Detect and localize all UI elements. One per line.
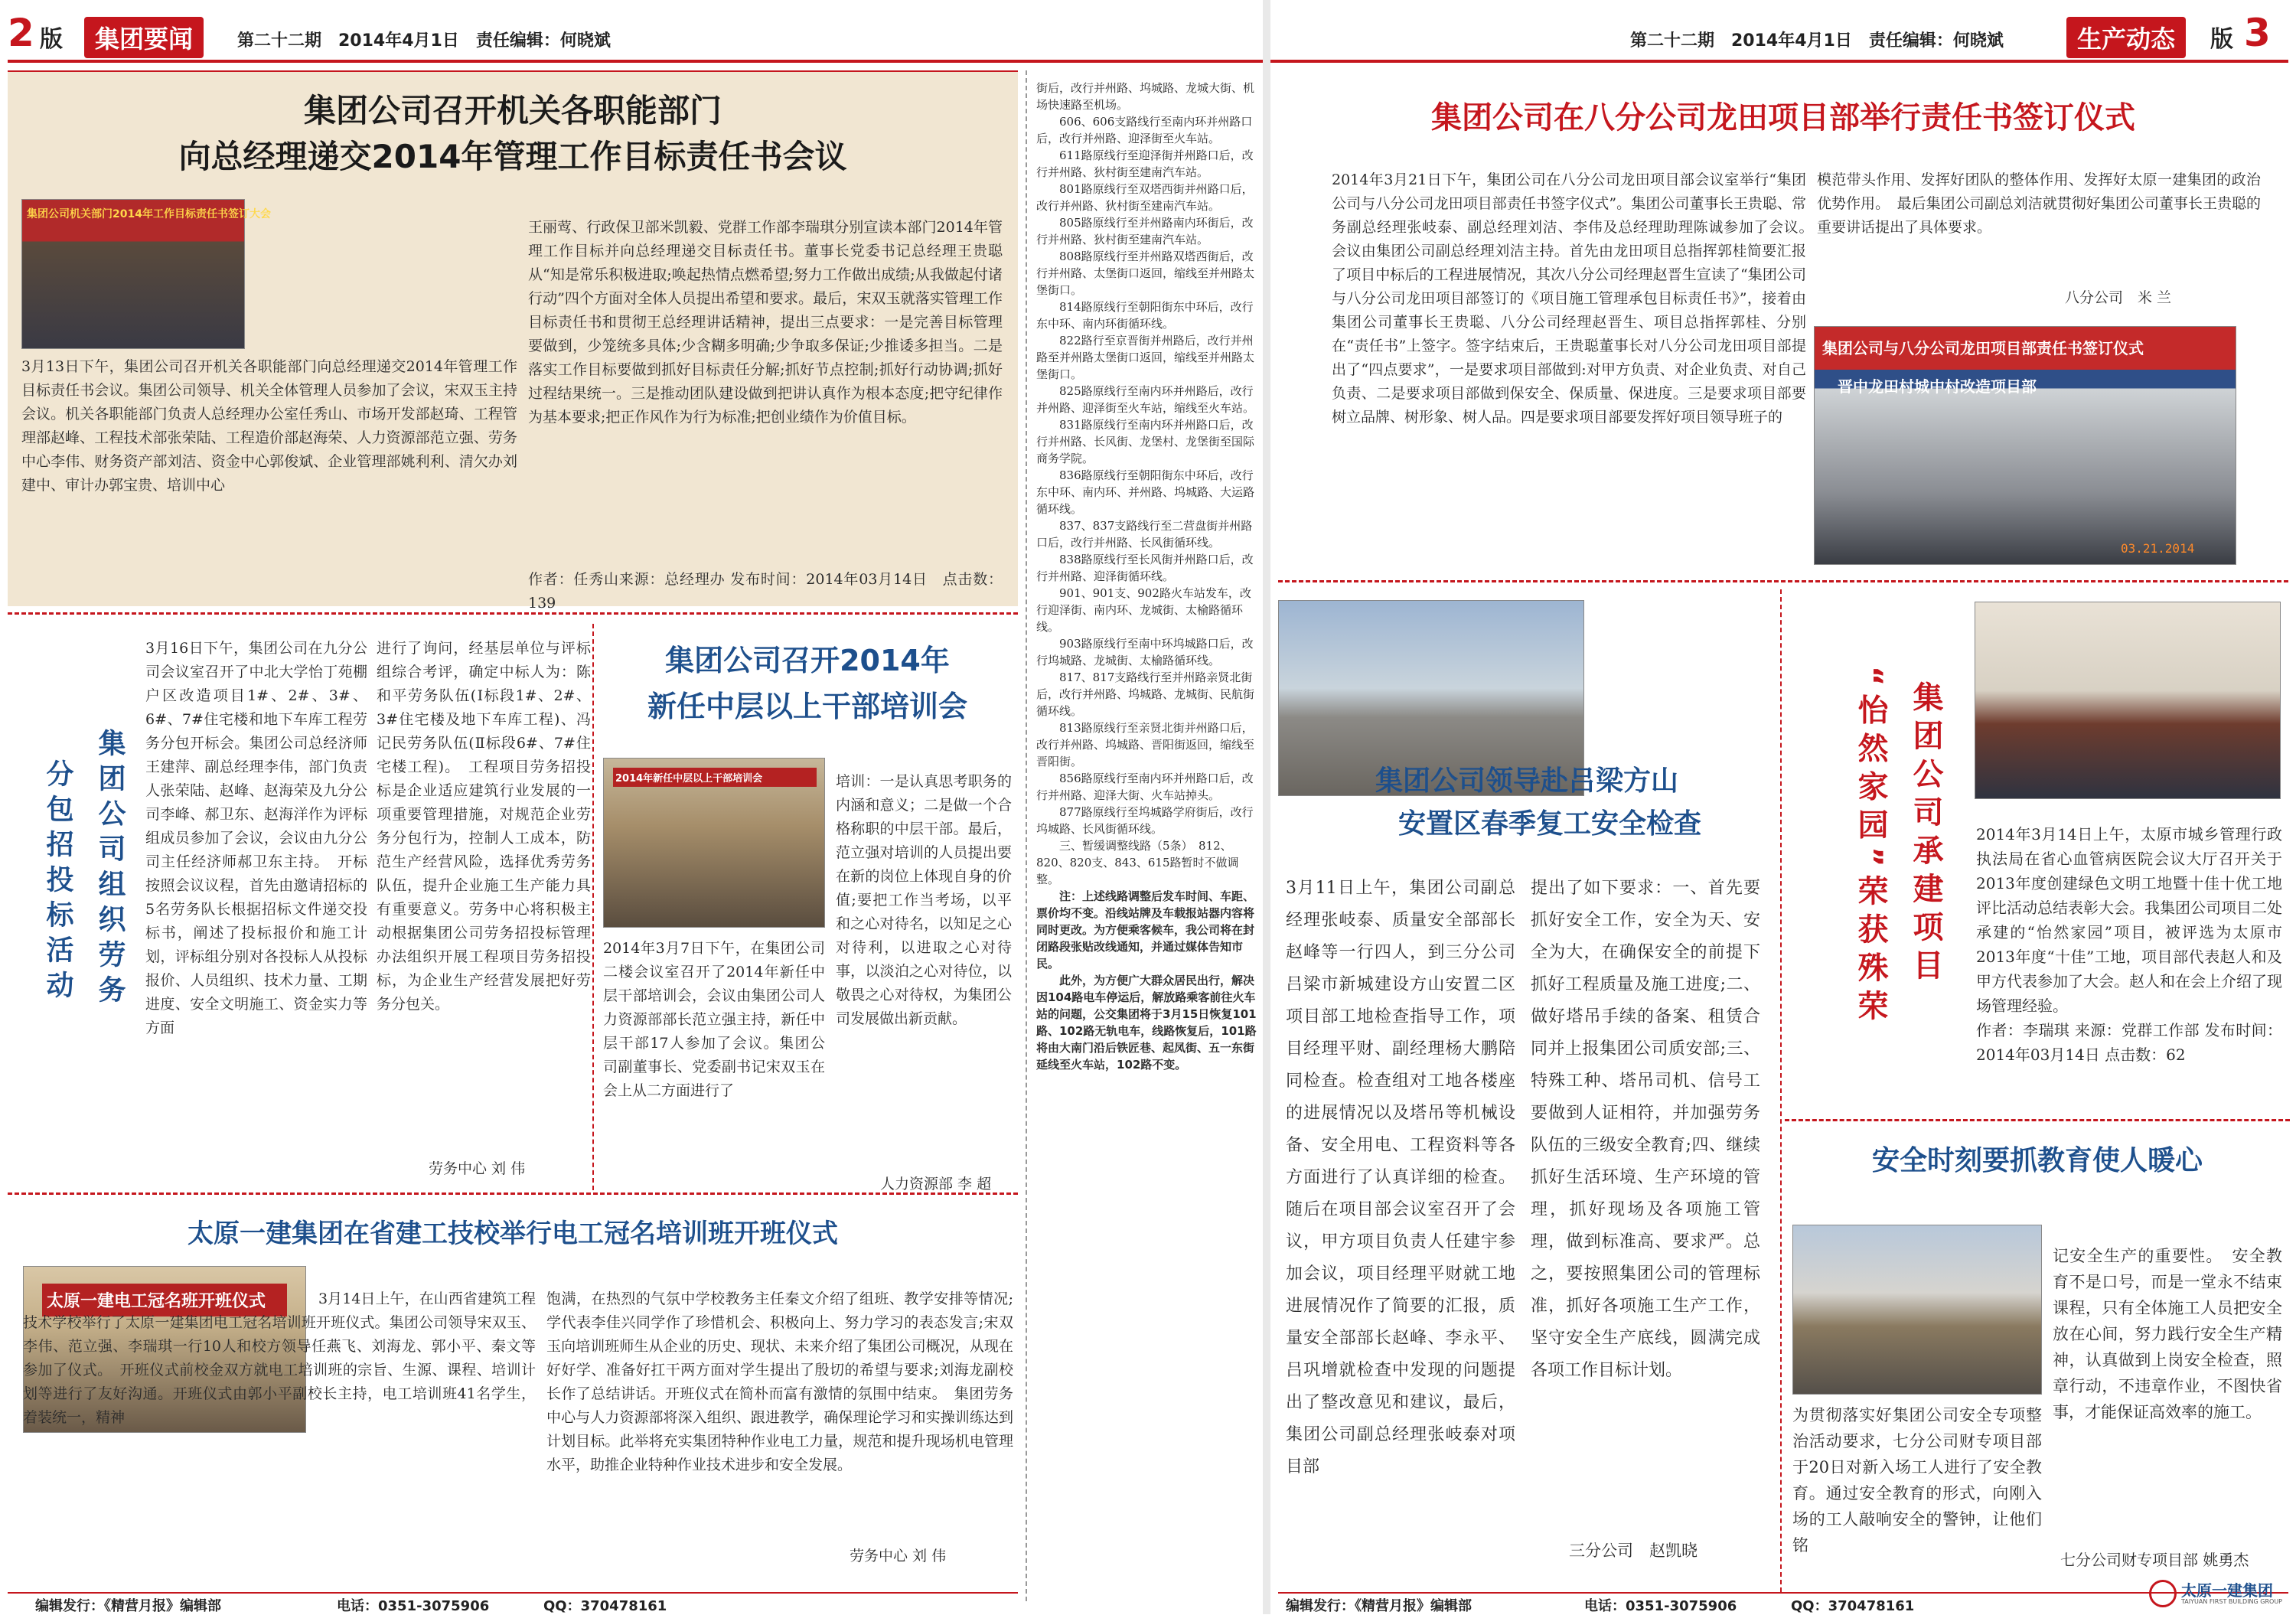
bus-para: 805路原线行至并州路南内环街后，改行并州路、狄村街至建南汽车站。	[1036, 216, 1254, 246]
article5-sign: 八分公司 米 兰	[2065, 289, 2172, 306]
bus-notice-column	[1026, 70, 1259, 1601]
article3-sign: 人力资源部 李 超	[880, 1176, 992, 1192]
left-section-badge: 集团要闻	[84, 17, 204, 58]
article1-col2: 王丽莺、行政保卫部米凯毅、党群工作部李瑞琪分别宣读本部门2014年管理工作目标并向总经理递交目标责任书。董事长党委书记总经理王贵聪从“知是常乐积极进取;唤起热情点燃希望;努力工作做出成绩;从我做起付诸行动”四个方面对全体人员提出希望和要求。最后，宋双玉就落实管理工作目标责任书和贯彻王总经理讲话精神，提出三点要求：一是完善目标管理要做到，少笼统多具体;少含糊多明确;少争取多保证;少推诿多担当。二是落实工作目标要做到抓好目标责任分解;抓好节点控制;抓好行动协调;抓好过程结果统一。三是推动团队建设做到把讲认真作为根本态度;把守纪律作为基本要求;把正作风作为行为标准;把创业绩作为价值目标。	[528, 219, 1003, 426]
left-footer-qq: QQ：370478161	[543, 1598, 667, 1614]
left-footer-rule	[8, 1592, 1018, 1594]
divider-article4-top	[8, 1192, 1018, 1195]
article2-vertical-title: 集团公司组织劳务	[94, 729, 126, 1010]
article7-text: 2014年3月14日上午，太原市城乡管理行政执法局在省心血管病医院会议大厅召开关于2013年度创建绿色文明工地暨十佳十优工地评比活动总结表彰大会。我集团公司项目二处承建的“怡然家园”项目，被评选为太原市2013年度“十佳”工地，项目部代表赵人和及甲方代表参加了大会。赵人和在会上介绍了现场管理经验。	[1976, 825, 2282, 1015]
article-cadre-training	[597, 622, 1018, 1203]
group-logo	[2149, 1575, 2291, 1612]
article4-sign: 劳务中心 刘 伟	[850, 1548, 947, 1564]
center-gutter	[1263, 0, 1270, 1614]
article7-photo	[1975, 602, 2281, 799]
bus-para: 837、837支路线行至二营盘街并州路口后，改行并州路、长风街循环线。	[1036, 519, 1253, 550]
article2-vertical-title2: 分包招投标活动	[42, 759, 73, 1006]
bus-para: 606、606支路线行至南内环并州路口后，改行并州路、迎泽街至火车站。	[1036, 115, 1253, 145]
right-section-badge: 生产动态	[2066, 17, 2186, 58]
article5-photo	[1814, 326, 2236, 565]
article1-title-line2: 向总经理递交2014年管理工作目标责任书会议	[178, 138, 847, 175]
article2-col1: 3月16日下午，集团公司在九分公司会议室召开了中北大学怡丁苑棚户区改造项目1#、2#、3#、6#、7#住宅楼和地下车库工程劳务分包开标会。集团公司总经济师王建萍、副总经理李伟，部门负责人张荣陆、赵峰、赵海荣及九分公司李峰、郝卫东、赵海洋作为评标组成员参加了会议，会议由九分公司主任经济师郝卫东主持。 开标按照会议议程，首先由邀请招标的5名劳务队长根据招标文件递交投标书，阐述了投标报价和施工计划，评标组分别对各投标人从投标报价、人员组织、技术力量、工期进度、安全文明施工、资金实力等方面	[145, 640, 367, 1036]
article1-byline: 作者：任秀山来源：总经理办 发布时间：2014年03月14日 点击数：139	[528, 571, 1003, 612]
article3-photo-banner: 2014年新任中层以上干部培训会	[613, 768, 817, 787]
bus-para: 877路原线行至坞城路学府街后，改行坞城路、长风街循环线。	[1036, 805, 1254, 836]
bus-para: 三、暂缓调整线路（5条） 812、820、820支、843、615路暂时不做调整。	[1036, 839, 1239, 886]
bus-para: 838路原线行至长风街并州路口后，改行并州路、迎泽街循环线。	[1036, 553, 1254, 583]
right-header	[1270, 11, 2288, 60]
article-labor-bidding	[8, 622, 589, 1203]
article-fangshan-inspection	[1278, 589, 1776, 1600]
right-page-number: 3	[2244, 11, 2271, 55]
right-page-label: 版	[2210, 26, 2233, 53]
article7-vertical-title2: “怡然家园”荣获殊荣	[1853, 666, 1888, 1028]
bus-para: 817、817支路线行至并州路亲贤北街后，改行并州路、坞城路、龙城街、民航街循环线。	[1036, 670, 1255, 718]
right-footer-rule	[1278, 1592, 2288, 1594]
article7-vertical-title: 集团公司承建项目	[1908, 681, 1943, 987]
bus-para: 此外，为方便广大群众居民出行，解决因104路电车停运后，解放路乘客前往火车站的问题，公交集团将于3月15日恢复101路、102路无轨电车，线路恢复后，101路将由大南门沿后铁匠巷、起凤街、五一东街延线至火车站，102路不变。	[1036, 974, 1257, 1072]
article5-col2: 模范带头作用、发挥好团队的整体作用、发挥好太原一建集团的政治优势作用。 最后集团公司副总刘洁就贯彻好集团公司董事长王贵聪的重要讲话提出了具体要求。	[1817, 171, 2261, 236]
article3-title-line2: 新任中层以上干部培训会	[647, 690, 967, 723]
article2-sign: 劳务中心 刘 伟	[429, 1160, 526, 1177]
article2-col2: 进行了询问，经基层单位与评标组综合考评，确定中标人为：陈和平劳务队伍(Ⅰ标段1#、2#、3#住宅楼及地下车库工程)、冯记民劳务队伍(Ⅱ标段6#、7#住宅楼工程)。 工程项目劳务招投标是企业适应建筑行业发展的一项重要管理措施，对规范企业劳务分包行为，控制人工成本，防范生产经营风险，选择优秀劳务队伍，提升企业施工生产能力具有重要意义。劳务中心将积极主动根据集团公司劳务招投标管理办法组织开展工程项目劳务招投标，为企业生产经营发展把好劳务分包关。	[377, 640, 591, 1013]
article5-col1: 2014年3月21日下午，集团公司在八分公司龙田项目部会议室举行“集团公司与八分公司龙田项目部责任书签字仪式”。集团公司董事长王贵聪、常务副总经理张岐泰、副总经理刘洁、李伟及总经理助理陈诚参加了会议。 会议由集团公司副总经理刘洁主持。首先由龙田项目总指挥郭桂简要汇报了项目中标后的工程进展情况，其次八分公司经理赵晋生宣读了“集团公司与八分公司龙田项目部签订的《项目施工管理承包目标责任书》”，接着由集团公司董事长王贵聪、八分公司经理赵晋生、项目总指挥郭桂、分别在“责任书”上签字。签字结束后，王贵聪董事长对八分公司龙田项目部提出了“四点要求”，一是要求项目部做到:对甲方负责、对企业负责、对自己负责、二是要求项目部做到保安全、保质量、保进度。三是要求项目部要树立品牌、树形象、树人品。四是要求项目部要发挥好项目领导班子的	[1332, 171, 1821, 426]
right-footer	[1278, 1595, 2288, 1612]
logo-text: 太原一建集团	[2181, 1581, 2273, 1600]
left-header-rule	[8, 60, 1263, 63]
left-header	[8, 11, 1263, 60]
article3-title-line1: 集团公司召开2014年	[665, 644, 950, 677]
bus-para: 836路原线行至朝阳街东中环后，改行东中环、南内环、并州路、坞城路、大运路循环线。	[1036, 468, 1255, 516]
article6-col2: 提出了如下要求：一、首先要抓好安全工作，安全为天、安全为大，在确保安全的前提下抓好工程质量及施工进度;二、做好塔吊手续的备案、租赁合同并上报集团公司质安部;三、特殊工种、塔吊司机、信号工要做到人证相符，并加强劳务队伍的三级安全教育;四、继续抓好生活环境、生产环境的管理，抓好现场及各项施工管理，做到标准高、要求严。总之，要按照集团公司的管理标准，抓好各项施工生产工作，坚守安全生产底线，圆满完成各项工作目标计划。	[1531, 879, 1760, 1380]
article3-col1: 2014年3月7日下午，在集团公司二楼会议室召开了2014年新任中层干部培训会，会议由集团公司人力资源部部长范立强主持，新任中层干部17人参加了会议。集团公司副董事长、党委副书记宋双玉在会上从二方面进行了	[603, 940, 825, 1099]
left-page-number: 2	[8, 11, 34, 55]
article4-col1: 3月14日上午，在山西省建筑工程技术学校举行了太原一建集团电工冠名培训班开班仪式。集团公司领导宋双玉、李伟、范立强、李瑞琪一行10人和校方领导任燕飞、刘海龙、郭小平、秦文等参加了仪式。 开班仪式前校金双方就电工培训班的宗旨、生源、课程、培训计划等进行了友好沟通。开班仪式由郭小平副校长主持，电工培训班41名学生，着装统一，精神	[23, 1290, 536, 1426]
bus-para: 903路原线行至南中环坞城路口后，改行坞城路、龙城街、太榆路循环线。	[1036, 637, 1254, 667]
right-footer-publisher: 编辑发行：《精营月报》编辑部	[1286, 1598, 1472, 1614]
divider-article8-top	[1785, 1119, 2290, 1121]
article1-photo-banner: 集团公司机关部门2014年工作目标责任书签订大会	[27, 208, 271, 220]
article4-title: 太原一建集团在省建工技校举行电工冠名培训班开班仪式	[188, 1219, 838, 1249]
article8-sign: 七分公司财专项目部 姚勇杰	[2060, 1551, 2249, 1569]
article3-col2: 培训：一是认真思考职务的内涵和意义；二是做一个合格称职的中层干部。最后，范立强对培训的人员提出要在新的岗位上体现自身的价值;要把工作当考场，以平和之心对待名，以知足之心对待利，以进取之心对待事，以淡泊之心对待位，以敬畏之心对待权，为集团公司发展做出新贡献。	[836, 773, 1012, 1027]
article1-title-line1: 集团公司召开机关各职能部门	[303, 92, 722, 129]
article1-col1: 3月13日下午，集团公司召开机关各职能部门向总经理递交2014年管理工作目标责任书会议。集团公司领导、机关全体管理人员参加了会议，宋双玉主持会议。机关各职能部门负责人总经理办公室任秀山、市场开发部赵琦、工程管理部赵峰、工程技术部张荣陆、工程造价部赵海荣、人力资源部范立强、劳务中心李伟、财务资产部刘洁、资金中心郭俊斌、企业管理部姚利利、清欠办刘建中、审计办郭宝贵、培训中心	[21, 358, 517, 494]
right-footer-phone: 电话：0351-3075906	[1584, 1598, 1737, 1614]
article5-photo-subbanner: 晋中龙田村城中村改造项目部	[1838, 377, 2037, 396]
article5-title: 集团公司在八分公司龙田项目部举行责任书签订仪式	[1431, 100, 2135, 135]
article8-col1: 为贯彻落实好集团公司安全专项整治活动要求，七分公司财专项目部于20日对新入场工人进行了安全教育。通过安全教育的形式，向刚入场的工人敲响安全的警钟，让他们铭	[1792, 1406, 2042, 1555]
bus-para: 856路原线行至南内环并州路口后，改行并州路、迎泽大街、火车站掉头。	[1036, 772, 1254, 802]
article1-top-frame	[8, 70, 1018, 606]
right-footer-qq: QQ：370478161	[1791, 1598, 1915, 1614]
bus-para: 901、901支、902路火车站发车，改行迎泽街、南内环、龙城街、太榆路循环线。	[1036, 586, 1251, 634]
article4-col2: 饱满，在热烈的气氛中学校教务主任秦文介绍了组班、教学安排等情况;学代表李佳兴同学作了珍惜机会、积极向上、努力学习的表态发言;宋双玉向培训班师生从企业的历史、现状、未来介绍了集团公司概况，从现在好好学、准备好扛干两方面对学生提出了殷切的希望与要求;刘海龙副校长作了总结讲话。开班仪式在简朴而富有激情的氛围中结束。 集团劳务中心与人力资源部将深入组织、跟进教学，确保理论学习和实操训练达到计划目标。此举将充实集团特种作业电工力量，规范和提升现场机电管理水平，助推企业特种作业技术进步和安全发展。	[546, 1290, 1013, 1473]
article3-photo	[603, 758, 825, 928]
article8-title: 安全时刻要抓教育使人暖心	[1871, 1145, 2203, 1176]
bus-para: 831路原线行至南内环并州路口后，改行并州路、长风街、龙堡村、龙堡街至国际商务学院。	[1036, 418, 1255, 465]
bus-para: 813路原线行至亲贤北街并州路口后，改行并州路、坞城路、晋阳街返回，缩线至晋阳街。	[1036, 721, 1255, 768]
left-issue-info: 第二十二期 2014年4月1日 责任编辑：何晓斌	[237, 31, 611, 51]
article5-photo-date: 03.21.2014	[2121, 541, 2195, 556]
article8-photo	[1792, 1225, 2042, 1395]
left-footer-phone: 电话：0351-3075906	[337, 1598, 490, 1614]
left-footer	[8, 1595, 1018, 1612]
right-issue-info: 第二十二期 2014年4月1日 责任编辑：何晓斌	[1630, 31, 2004, 51]
article5-photo-banner: 集团公司与八分公司龙田项目部责任书签订仪式	[1822, 339, 2144, 357]
logo-mark-icon	[2149, 1580, 2177, 1607]
bus-para: 街后，改行并州路、坞城路、龙城大街、机场快速路至机场。	[1036, 81, 1255, 112]
bus-para: 611路原线行至迎泽街并州路口后，改行并州路、狄村街至建南汽车站。	[1036, 148, 1254, 179]
bus-para: 801路原线行至双塔西街并州路口后，改行并州路、狄村街至建南汽车站。	[1036, 182, 1254, 213]
bus-para: 814路原线行至朝阳街东中环后，改行东中环、南内环街循环线。	[1036, 300, 1254, 331]
bus-para: 822路行至京晋街并州路后，改行并州路至并州路太堡街口返回，缩线至并州路太堡街口。	[1036, 334, 1255, 381]
article-electrician-class	[8, 1202, 1018, 1584]
article-longtian-signing	[1278, 70, 2288, 576]
article8-col2: 记安全生产的重要性。 安全教育不是口号，而是一堂永不结束课程，只有全体施工人员把安全放在心间，努力践行安全生产精神，认真做到上岗安全检查，照章行动，不违章作业，不图快省事，才能保证高效率的施工。	[2053, 1247, 2282, 1421]
divider-red-dashed	[8, 612, 1018, 615]
bus-para: 注：上述线路调整后发车时间、车距、票价均不变。沿线站牌及车载报站器内容将同时更改。为方便乘客候车，我公司将在封闭路段张贴改线通知，并通过媒体告知市民。	[1036, 889, 1255, 971]
article6-title-line2: 安置区春季复工安全检查	[1397, 808, 1701, 840]
article6-col1: 3月11日上午，集团公司副总经理张岐泰、质量安全部部长赵峰等一行四人，到三分公司吕梁市新城建设方山安置二区项目部工地检查指导工作，项目经理平财、副经理杨大鹏陪同检查。检查组对工地各楼座的进展情况以及塔吊等机械设备、安全用电、工程资料等各方面进行了认真详细的检查。随后在项目部会议室召开了会议，甲方项目负责人任建宇参加会议，项目经理平财就工地进展情况作了简要的汇报，质量安全部部长赵峰、李永平、吕巩增就检查中发现的问题提出了整改意见和建议，最后，集团公司副总经理张岐泰对项目部	[1286, 879, 1515, 1476]
article6-divider	[1780, 589, 1782, 1592]
article6-title-line1: 集团公司领导赴吕梁方山	[1375, 765, 1678, 797]
article4-photo-banner: 太原一建电工冠名班开班仪式	[42, 1284, 287, 1316]
bus-para: 825路原线行至南内环并州路后，改行并州路、迎泽街至火车站，缩线至火车站。	[1036, 384, 1255, 415]
bus-notice-body	[1036, 80, 1258, 1580]
left-page-label: 版	[40, 26, 63, 53]
article2-divider	[592, 624, 594, 1190]
right-header-rule	[1270, 60, 2288, 63]
article-yiran-award	[1785, 589, 2290, 1110]
article-safety-education	[1785, 1128, 2290, 1587]
article6-sign: 三分公司 赵凯晓	[1569, 1542, 1698, 1560]
article7-byline: 作者：李瑞琪 来源：党群工作部 发布时间：2014年03月14日 点击数：62	[1976, 1021, 2282, 1064]
logo-subtext: TAIYUAN FIRST BUILDING GROUP	[2181, 1598, 2283, 1605]
bus-para: 808路原线行至并州路双塔西街后，改行并州路、太堡街口返回，缩线至并州路太堡街口。	[1036, 250, 1255, 297]
divider-right-row1	[1278, 580, 2288, 582]
left-footer-publisher: 编辑发行：《精营月报》编辑部	[35, 1598, 221, 1614]
